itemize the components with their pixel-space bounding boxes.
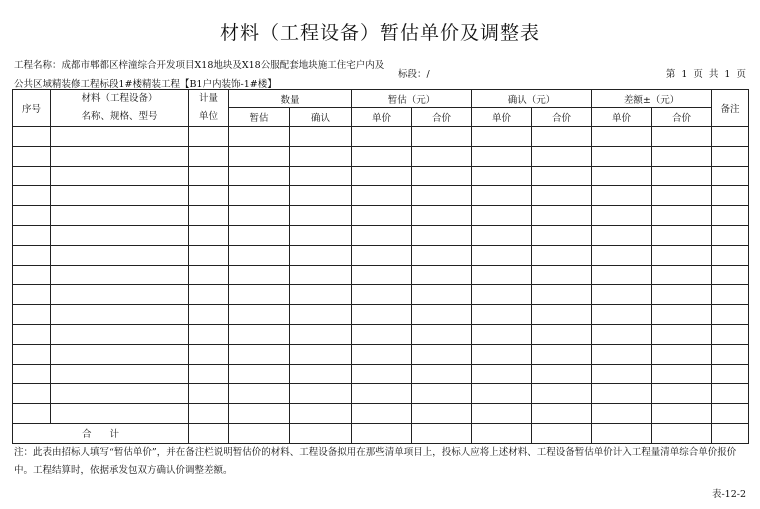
table-cell[interactable]	[229, 225, 290, 245]
col-diff: 差额±（元）	[592, 90, 712, 108]
table-cell[interactable]	[532, 166, 592, 186]
table-cell[interactable]	[532, 225, 592, 245]
table-cell[interactable]	[189, 186, 229, 206]
table-cell[interactable]	[592, 166, 652, 186]
table-cell[interactable]	[229, 166, 290, 186]
table-cell[interactable]	[592, 344, 652, 364]
table-cell[interactable]	[592, 245, 652, 265]
table-cell[interactable]	[13, 206, 51, 226]
table-cell[interactable]	[290, 305, 352, 325]
form-code: 表-12-2	[711, 489, 746, 500]
table-cell[interactable]	[229, 324, 290, 344]
table-cell[interactable]	[352, 364, 412, 384]
table-cell[interactable]	[290, 423, 352, 443]
table-cell[interactable]	[472, 404, 532, 424]
table-row	[13, 166, 749, 186]
col-seq: 序号	[13, 90, 51, 127]
table-cell[interactable]	[51, 146, 189, 166]
table-cell[interactable]	[412, 364, 472, 384]
table-cell[interactable]	[592, 127, 652, 147]
table-cell[interactable]	[189, 225, 229, 245]
table-cell[interactable]	[652, 265, 712, 285]
table-cell[interactable]	[229, 285, 290, 305]
table-cell[interactable]	[189, 305, 229, 325]
section-label: 标段：	[398, 69, 427, 80]
page-title: 材料（工程设备）暂估单价及调整表	[219, 22, 540, 44]
table-cell[interactable]	[472, 344, 532, 364]
project-label: 工程名称：	[14, 60, 62, 71]
table-cell[interactable]	[472, 127, 532, 147]
table-cell[interactable]	[532, 186, 592, 206]
table-cell[interactable]	[13, 166, 51, 186]
table-cell[interactable]	[712, 127, 749, 147]
table-cell[interactable]	[712, 186, 749, 206]
table-cell[interactable]	[229, 265, 290, 285]
table-cell[interactable]	[51, 127, 189, 147]
table-cell[interactable]	[652, 285, 712, 305]
table-cell[interactable]	[652, 206, 712, 226]
table-cell[interactable]	[652, 186, 712, 206]
table-cell[interactable]	[352, 305, 412, 325]
table-cell[interactable]	[412, 384, 472, 404]
table-body	[13, 127, 749, 444]
table-cell[interactable]	[352, 344, 412, 364]
table-cell[interactable]	[712, 324, 749, 344]
table-row	[13, 384, 749, 404]
table-cell[interactable]	[290, 127, 352, 147]
table-cell[interactable]	[652, 305, 712, 325]
table-cell[interactable]	[412, 245, 472, 265]
col-material-line2: 名称、规格、型号	[81, 111, 158, 122]
table-cell[interactable]	[189, 285, 229, 305]
table-cell[interactable]	[592, 206, 652, 226]
table-cell[interactable]	[472, 265, 532, 285]
table-cell[interactable]	[472, 245, 532, 265]
table-row	[13, 146, 749, 166]
table-cell[interactable]	[652, 423, 712, 443]
table-cell[interactable]	[189, 364, 229, 384]
table-cell[interactable]	[290, 186, 352, 206]
table-cell[interactable]	[352, 265, 412, 285]
table-cell[interactable]	[229, 344, 290, 364]
table-cell[interactable]	[472, 146, 532, 166]
table-cell[interactable]	[352, 245, 412, 265]
total-label: 合 计	[13, 423, 189, 443]
table-cell[interactable]	[13, 225, 51, 245]
table-cell[interactable]	[652, 127, 712, 147]
table-cell[interactable]	[51, 265, 189, 285]
table-cell[interactable]	[412, 344, 472, 364]
table-cell[interactable]	[290, 245, 352, 265]
table-cell[interactable]	[532, 364, 592, 384]
table-cell[interactable]	[189, 245, 229, 265]
table-cell[interactable]	[13, 186, 51, 206]
table-cell[interactable]	[712, 206, 749, 226]
table-cell[interactable]	[592, 404, 652, 424]
table-cell[interactable]	[352, 285, 412, 305]
section-value: /	[426, 69, 430, 80]
table-cell[interactable]	[472, 384, 532, 404]
table-cell[interactable]	[352, 146, 412, 166]
col-material-line1: 材料（工程设备）	[81, 93, 158, 104]
table-cell[interactable]	[189, 324, 229, 344]
table-cell[interactable]	[290, 384, 352, 404]
table-cell[interactable]	[13, 146, 51, 166]
table-cell[interactable]	[290, 265, 352, 285]
table-cell[interactable]	[712, 423, 749, 443]
table-cell[interactable]	[189, 384, 229, 404]
table-cell[interactable]	[229, 404, 290, 424]
table-cell[interactable]	[412, 186, 472, 206]
table-cell[interactable]	[412, 166, 472, 186]
table-cell[interactable]	[712, 344, 749, 364]
subcol-quantity-estimate: 暂估	[229, 108, 290, 127]
table-row	[13, 127, 749, 147]
table-cell[interactable]	[412, 127, 472, 147]
table-cell[interactable]	[13, 127, 51, 147]
table-cell[interactable]	[51, 206, 189, 226]
section-field	[398, 66, 430, 80]
table-cell[interactable]	[592, 364, 652, 384]
table-cell[interactable]	[412, 225, 472, 245]
table-cell[interactable]	[189, 344, 229, 364]
table-cell[interactable]	[189, 404, 229, 424]
table-cell[interactable]	[13, 245, 51, 265]
table-cell[interactable]	[532, 384, 592, 404]
col-material	[51, 90, 189, 127]
table-cell[interactable]	[472, 324, 532, 344]
table-cell[interactable]	[652, 245, 712, 265]
table-cell[interactable]	[592, 285, 652, 305]
table-cell[interactable]	[13, 324, 51, 344]
header-row-1	[13, 90, 749, 108]
table-row	[13, 344, 749, 364]
table-cell[interactable]	[13, 364, 51, 384]
subcol-quantity-confirm: 确认	[290, 108, 352, 127]
table-cell[interactable]	[352, 423, 412, 443]
table-cell[interactable]	[51, 186, 189, 206]
table-cell[interactable]	[51, 364, 189, 384]
table-cell[interactable]	[592, 305, 652, 325]
table-cell[interactable]	[13, 305, 51, 325]
table-cell[interactable]	[712, 384, 749, 404]
table-cell[interactable]	[532, 265, 592, 285]
table-cell[interactable]	[712, 225, 749, 245]
table-cell[interactable]	[412, 265, 472, 285]
table-row	[13, 364, 749, 384]
table-cell[interactable]	[51, 285, 189, 305]
table-cell[interactable]	[652, 166, 712, 186]
table-cell[interactable]	[51, 166, 189, 186]
col-quantity: 数量	[229, 90, 352, 108]
table-row	[13, 305, 749, 325]
table-cell[interactable]	[652, 146, 712, 166]
table-cell[interactable]	[472, 364, 532, 384]
table-cell[interactable]	[592, 265, 652, 285]
table-cell[interactable]	[652, 225, 712, 245]
table-cell[interactable]	[290, 285, 352, 305]
table-cell[interactable]	[13, 404, 51, 424]
table-cell[interactable]	[352, 225, 412, 245]
col-confirm: 确认（元）	[472, 90, 592, 108]
table-cell[interactable]	[189, 166, 229, 186]
table-cell[interactable]	[412, 285, 472, 305]
table-cell[interactable]	[51, 305, 189, 325]
table-cell[interactable]	[229, 384, 290, 404]
table-cell[interactable]	[229, 146, 290, 166]
table-cell[interactable]	[290, 344, 352, 364]
table-row	[13, 225, 749, 245]
table-cell[interactable]	[592, 324, 652, 344]
table-row	[13, 285, 749, 305]
table-cell[interactable]	[532, 245, 592, 265]
table-cell[interactable]	[532, 404, 592, 424]
table-cell[interactable]	[472, 423, 532, 443]
table-cell[interactable]	[290, 166, 352, 186]
estimate-table	[12, 89, 749, 444]
table-cell[interactable]	[229, 423, 290, 443]
table-cell[interactable]	[51, 404, 189, 424]
table-row	[13, 324, 749, 344]
table-cell[interactable]	[652, 344, 712, 364]
table-cell[interactable]	[712, 166, 749, 186]
subcol-estimate-total-price: 合价	[412, 108, 472, 127]
table-cell[interactable]	[532, 206, 592, 226]
table-cell[interactable]	[592, 146, 652, 166]
table-cell[interactable]	[352, 166, 412, 186]
table-cell[interactable]	[472, 166, 532, 186]
table-row	[13, 404, 749, 424]
table-cell[interactable]	[712, 404, 749, 424]
table-cell[interactable]	[652, 324, 712, 344]
table-cell[interactable]	[229, 186, 290, 206]
table-cell[interactable]	[532, 285, 592, 305]
table-cell[interactable]	[13, 265, 51, 285]
table-cell[interactable]	[290, 225, 352, 245]
table-cell[interactable]	[712, 285, 749, 305]
subcol-diff-total-price: 合价	[652, 108, 712, 127]
table-cell[interactable]	[412, 324, 472, 344]
table-cell[interactable]	[51, 384, 189, 404]
col-estimate: 暂估（元）	[352, 90, 472, 108]
table-cell[interactable]	[229, 305, 290, 325]
table-cell[interactable]	[652, 404, 712, 424]
table-cell[interactable]	[229, 245, 290, 265]
table-cell[interactable]	[51, 324, 189, 344]
col-unit-line2: 单位	[198, 111, 218, 122]
table-cell[interactable]	[712, 245, 749, 265]
table-cell[interactable]	[352, 324, 412, 344]
total-row	[13, 423, 749, 443]
table-cell[interactable]	[412, 206, 472, 226]
table-cell[interactable]	[532, 344, 592, 364]
table-cell[interactable]	[290, 206, 352, 226]
table-cell[interactable]	[229, 127, 290, 147]
table-row	[13, 265, 749, 285]
subcol-estimate-unit-price: 单价	[352, 108, 412, 127]
table-cell[interactable]	[472, 285, 532, 305]
col-unit-line1: 计量	[198, 93, 218, 104]
table-cell[interactable]	[412, 404, 472, 424]
subcol-confirm-total-price: 合价	[532, 108, 592, 127]
table-cell[interactable]	[592, 423, 652, 443]
table-row	[13, 206, 749, 226]
table-cell[interactable]	[712, 265, 749, 285]
table-cell[interactable]	[290, 324, 352, 344]
table-cell[interactable]	[352, 206, 412, 226]
table-cell[interactable]	[472, 206, 532, 226]
table-cell[interactable]	[652, 364, 712, 384]
table-cell[interactable]	[189, 206, 229, 226]
table-cell[interactable]	[352, 384, 412, 404]
table-cell[interactable]	[189, 127, 229, 147]
table-cell[interactable]	[189, 423, 229, 443]
table-cell[interactable]	[352, 186, 412, 206]
table-cell[interactable]	[472, 225, 532, 245]
table-cell[interactable]	[412, 423, 472, 443]
col-unit	[189, 90, 229, 127]
table-cell[interactable]	[51, 225, 189, 245]
table-cell[interactable]	[412, 146, 472, 166]
table-cell[interactable]	[532, 146, 592, 166]
table-cell[interactable]	[229, 364, 290, 384]
table-cell[interactable]	[712, 364, 749, 384]
table-cell[interactable]	[412, 305, 472, 325]
table-cell[interactable]	[532, 305, 592, 325]
table-cell[interactable]	[352, 404, 412, 424]
table-cell[interactable]	[592, 225, 652, 245]
subcol-confirm-unit-price: 单价	[472, 108, 532, 127]
col-remark: 备注	[712, 90, 749, 127]
table-cell[interactable]	[592, 384, 652, 404]
table-cell[interactable]	[352, 127, 412, 147]
table-row	[13, 186, 749, 206]
table-cell[interactable]	[652, 384, 712, 404]
table-cell[interactable]	[290, 364, 352, 384]
table-cell[interactable]	[592, 186, 652, 206]
table-cell[interactable]	[532, 127, 592, 147]
table-cell[interactable]	[472, 305, 532, 325]
table-cell[interactable]	[13, 344, 51, 364]
table-cell[interactable]	[532, 324, 592, 344]
table-cell[interactable]	[13, 384, 51, 404]
page-number: 第 1 页 共 1 页	[665, 69, 746, 80]
table-cell[interactable]	[189, 265, 229, 285]
table-cell[interactable]	[712, 305, 749, 325]
table-cell[interactable]	[51, 245, 189, 265]
table-cell[interactable]	[290, 146, 352, 166]
table-cell[interactable]	[472, 186, 532, 206]
table-cell[interactable]	[290, 404, 352, 424]
table-cell[interactable]	[189, 146, 229, 166]
project-value: 成都市郫都区梓潼综合开发项目X18地块及X18公服配套地块施工住宅户内及公共区域精装修工程标段1#楼精装工程【B1户内装饰-1#楼】	[14, 60, 385, 90]
table-cell[interactable]	[51, 344, 189, 364]
footnote: 注：此表由招标人填写“暂估单价”，并在备注栏说明暂估价的材料、工程设备拟用在那些清单项目上，投标人应将上述材料、工程设备暂估单价计入工程量清单综合单价报价中。工程结算时，依据承发包双方确认价调整差额。	[14, 447, 737, 476]
table-cell[interactable]	[532, 423, 592, 443]
table-cell[interactable]	[712, 146, 749, 166]
table-row	[13, 245, 749, 265]
subcol-diff-unit-price: 单价	[592, 108, 652, 127]
table-cell[interactable]	[13, 285, 51, 305]
table-cell[interactable]	[229, 206, 290, 226]
